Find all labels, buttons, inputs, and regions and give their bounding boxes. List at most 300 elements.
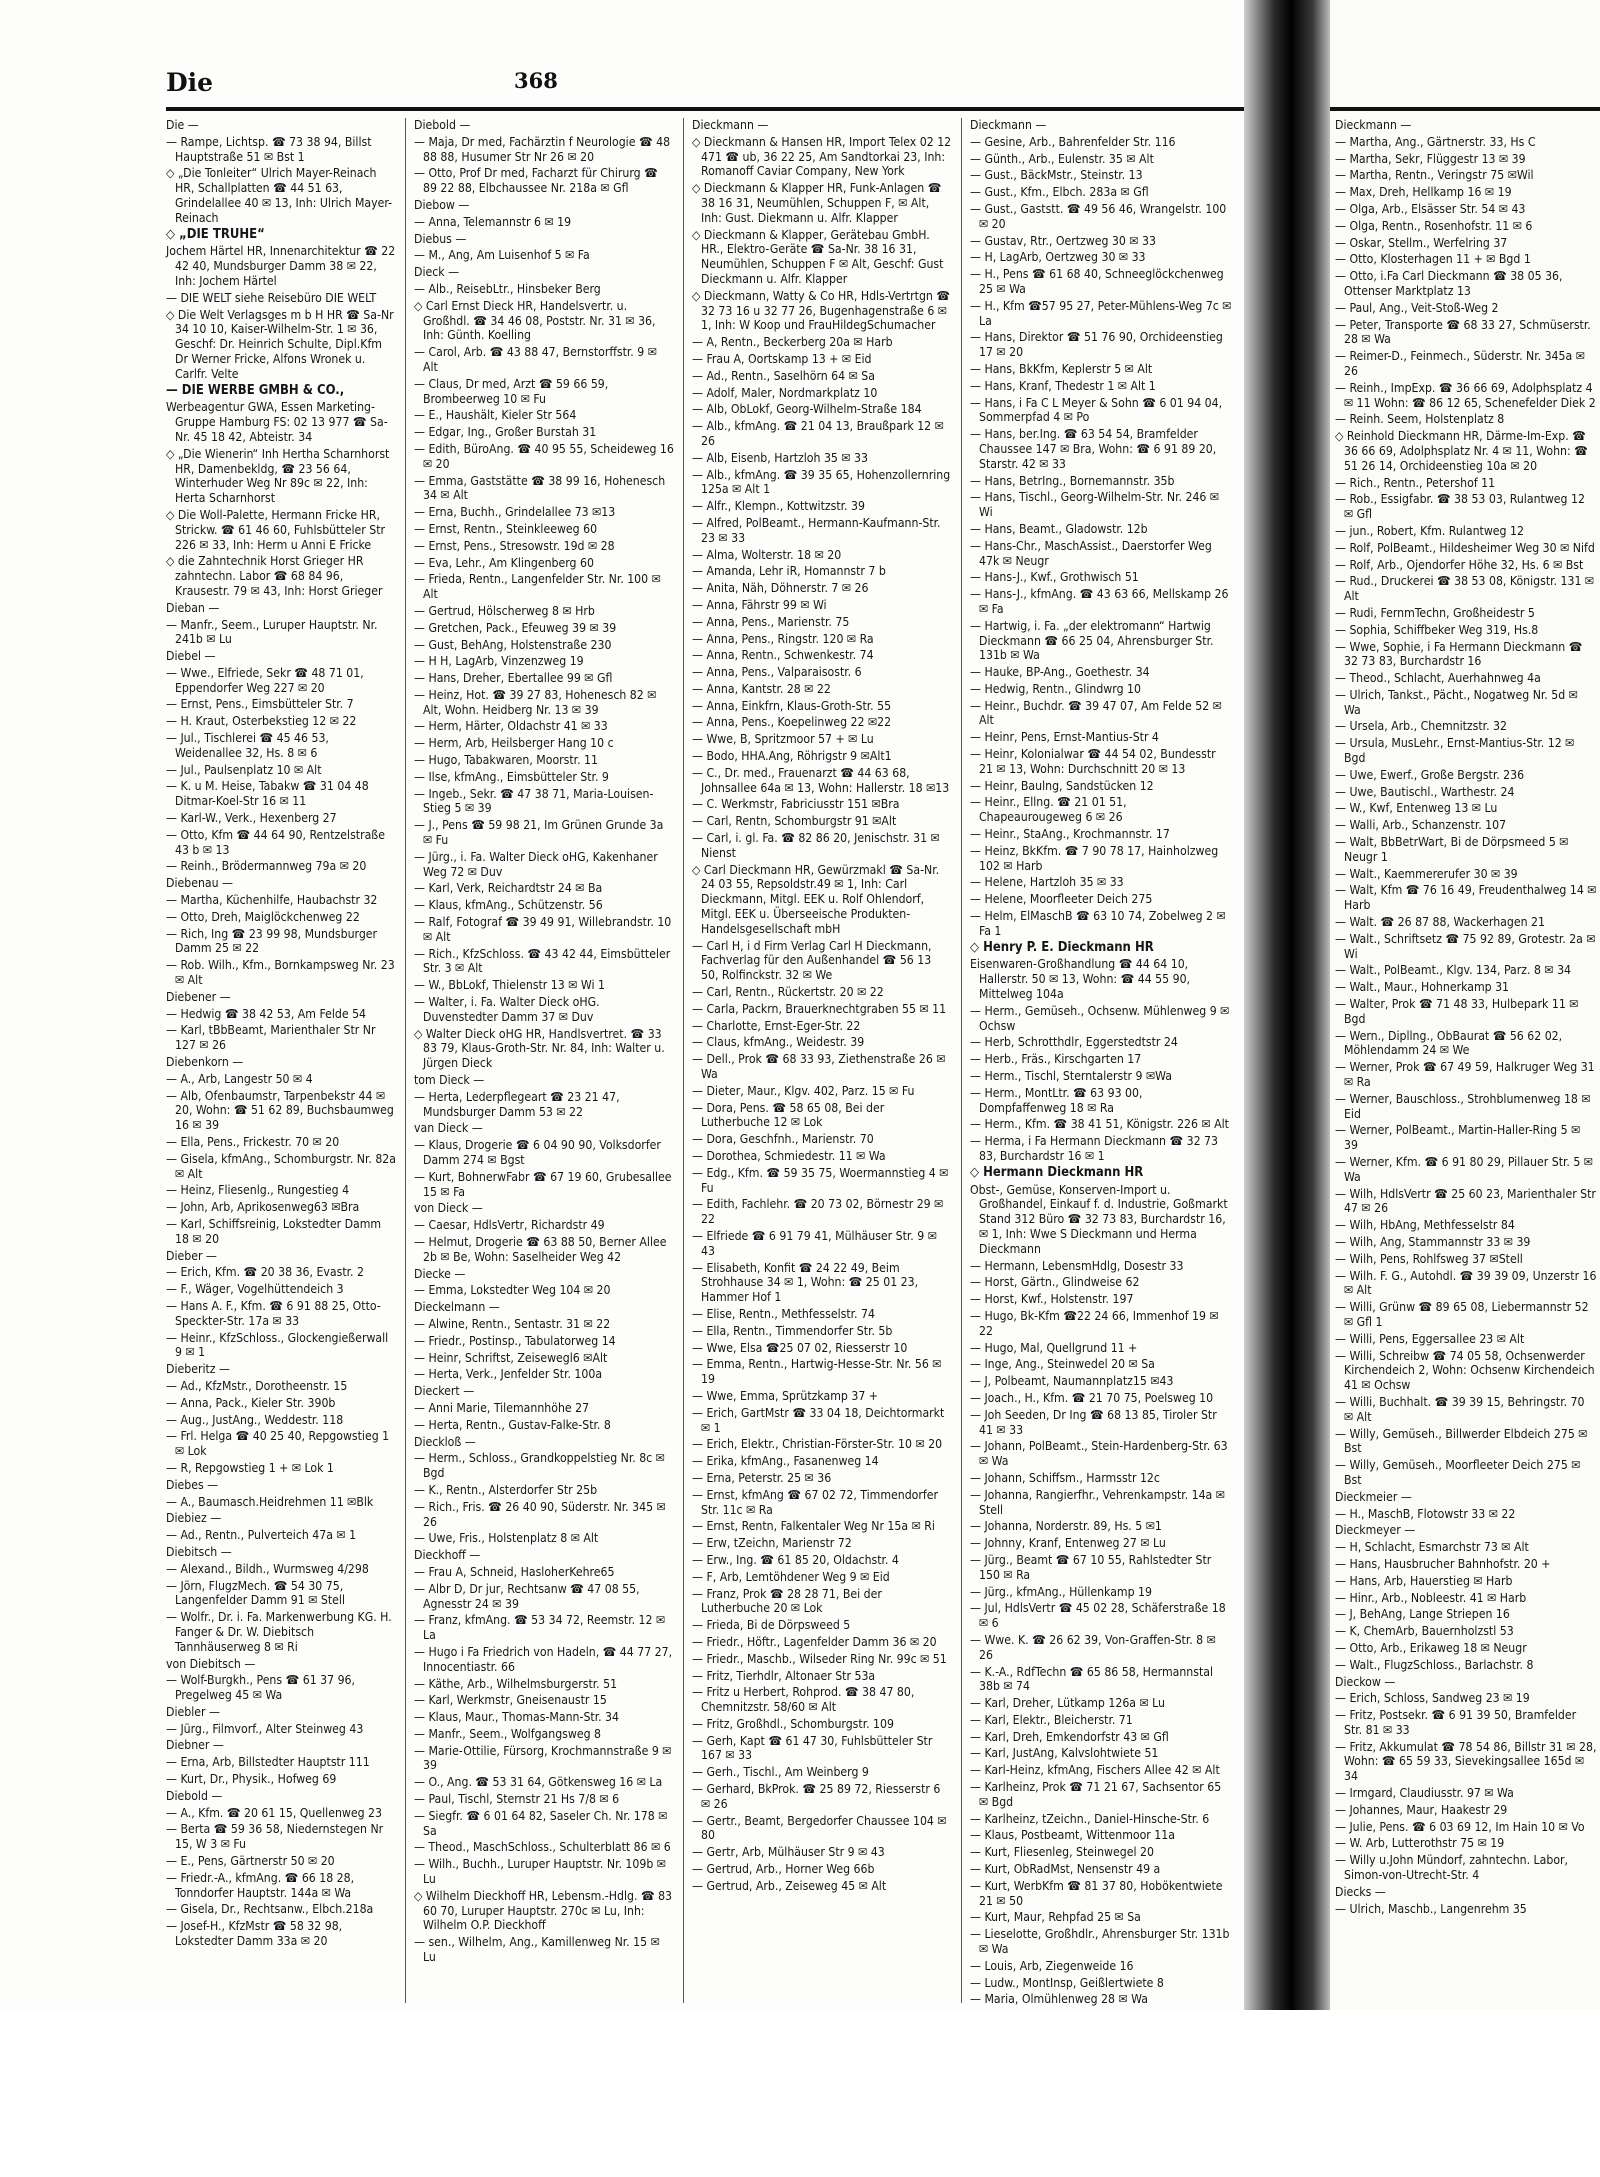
directory-entry: — Reinh. Seem, Holstenplatz 8	[1335, 412, 1505, 427]
directory-entry: — K, ChemArb, Bauernholzstl 53	[1335, 1624, 1514, 1639]
directory-entry: — Martha, Rentn., Veringstr 75 ✉Wil	[1335, 168, 1534, 183]
directory-entry: — Alb, ObLokf, Georg-Wilhelm-Straße 184	[692, 402, 922, 417]
directory-entry: — Gertr., Beamt, Bergedorfer Chaussee 104 ✉ 80	[692, 1813, 947, 1843]
directory-entry: — Dieter, Maur., Klgv. 402, Parz. 15 ✉ Fu	[692, 1083, 915, 1098]
directory-entry: — Hans, BkKfm, Keplerstr 5 ✉ Alt	[970, 361, 1153, 376]
directory-entry: — E., Haushält, Kieler Str 564	[414, 408, 577, 423]
directory-entry: — Wwe, Sophie, i Fa Hermann Dieckmann ☎ 32 73 83, Burchardstr 16	[1335, 639, 1583, 669]
directory-entry: — Jörn, FlugzMech. ☎ 54 30 75, Langenfelder Damm 91 ✉ Stell	[166, 1578, 345, 1608]
directory-entry: — Otto, Klosterhagen 11 + ✉ Bgd 1	[1335, 252, 1531, 267]
surname-heading: Diebenau —	[166, 876, 234, 891]
directory-entry: — Gertr, Arb, Mülhäuser Str 9 ✉ 43	[692, 1845, 885, 1860]
directory-entry: — Willi, Buchhalt. ☎ 39 39 15, Behringstr. 70 ✉ Alt	[1335, 1394, 1585, 1424]
directory-entry: — Ludw., MontInsp, Geißlertwiete 8	[970, 1975, 1164, 1990]
directory-entry: — Anna, Kantstr. 28 ✉ 22	[692, 681, 831, 696]
directory-entry: — Fritz, Akkumulat ☎ 78 54 86, Billstr 31 ✉ 28, Wohn: ☎ 65 59 33, Sievekingsallee 165d ✉ 34	[1335, 1739, 1597, 1784]
directory-entry: ◇ Wilhelm Dieckhoff HR, Lebensm.-Hdlg. ☎ 83 60 70, Luruper Hauptstr. 270c ✉ Lu, Inh: Wilhelm O.P. Dieckhoff	[414, 1888, 673, 1933]
directory-entry: — Friedr., Höftr., Lagenfelder Damm 36 ✉ 20	[692, 1634, 937, 1649]
surname-heading: Diebel —	[166, 649, 216, 664]
directory-entry: — Gretchen, Pack., Efeuweg 39 ✉ 39	[414, 620, 617, 635]
directory-entry: — Ad., Rentn., Pulverteich 47a ✉ 1	[166, 1528, 357, 1543]
directory-entry: — Walli, Arb., Schanzenstr. 107	[1335, 818, 1507, 833]
directory-entry: — Ernst, Pens., Eimsbütteler Str. 7	[166, 697, 354, 712]
directory-entry: — Erich, Kfm. ☎ 20 38 36, Evastr. 2	[166, 1265, 364, 1280]
directory-entry: — Reimer-D., Feinmech., Süderstr. Nr. 345a ✉ 26	[1335, 349, 1585, 378]
directory-entry: — Anna, Telemannstr 6 ✉ 19	[414, 214, 572, 229]
directory-entry: — Erika, kfmAng., Fasanenweg 14	[692, 1454, 879, 1469]
directory-entry: — DIE WELT siehe Reisebüro DIE WELT	[166, 290, 377, 305]
directory-entry: — Oskar, Stellm., Werfelring 37	[1335, 235, 1508, 250]
directory-entry: — Alb, Ofenbaumstr, Tarpenbekstr 44 ✉ 20, Wohn: ☎ 51 62 89, Buchsbaumweg 16 ✉ 39	[166, 1088, 394, 1133]
directory-entry: — Wern., Dipllng., ObBaurat ☎ 56 62 02, Möhlendamm 24 ✉ We	[1335, 1028, 1563, 1058]
directory-entry: — Albr D, Dr jur, Rechtsanw ☎ 47 08 55, Agnesstr 24 ✉ 39	[414, 1581, 640, 1611]
directory-entry: — Friedr., Postinsp., Tabulatorweg 14	[414, 1333, 616, 1348]
directory-entry: — Gesine, Arb., Bahrenfelder Str. 116	[970, 134, 1176, 149]
directory-entry: ◇ Carl Dieckmann HR, Gewürzmakl ☎ Sa-Nr. 24 03 55, Repsoldstr.49 ✉ 1, Inh: Carl Dieckmann, Mitgl. EEK u. Rolf Ohlendorf, Mitgl. EEK u. Überseeische Produkten-Handelsgesellschaft mbH	[692, 862, 940, 936]
directory-entry: — Gisela, Dr., Rechtsanw., Elbch.218a	[166, 1902, 374, 1917]
directory-entry: — Kurt, Fliesenleg, Steinwegel 20	[970, 1845, 1154, 1860]
directory-entry: — Gust., Gaststt. ☎ 49 56 46, Wrangelstr. 100 ✉ 20	[970, 201, 1227, 231]
directory-entry: ◇ die Zahntechnik Horst Grieger HR zahntechn. Labor ☎ 68 84 96, Krausestr. 79 ✉ 43, Inh: Horst Grieger	[166, 554, 383, 598]
directory-entry: — Alfr., Klempn., Kottwitzstr. 39	[692, 499, 865, 514]
column-3	[692, 118, 952, 2008]
directory-entry: — Wwe., Elfriede, Sekr ☎ 48 71 01, Eppendorfer Weg 227 ✉ 20	[166, 665, 364, 695]
directory-entry: — Alb., kfmAng. ☎ 21 04 13, Braußpark 12 ✉ 26	[692, 419, 944, 448]
directory-entry: Eisenwaren-Großhandlung ☎ 44 64 10, Hallerstr. 50 ✉ 13, Wohn: ☎ 44 55 90, Mittelweg 104a	[970, 957, 1191, 1002]
directory-entry: — Herm., Gemüseh., Ochsenw. Mühlenweg 9 ✉ Ochsw	[970, 1003, 1230, 1033]
directory-entry: — Ralf, Fotograf ☎ 39 49 91, Willebrandstr. 10 ✉ Alt	[414, 915, 672, 944]
surname-heading: Diebitsch —	[166, 1544, 232, 1559]
directory-entry: — Heinr, Kolonialwar ☎ 44 54 02, Bundesstr 21 ✉ 13, Wohn: Durchschnitt 20 ✉ 13	[970, 747, 1216, 776]
directory-entry: — Marie-Ottilie, Fürsorg, Krochmannstraße 9 ✉ 39	[414, 1743, 672, 1773]
directory-entry: — Rolf, Arb., Ojendorfer Höhe 32, Hs. 6 ✉ Bst	[1335, 557, 1584, 572]
directory-entry: ◇ Dieckmann, Watty & Co HR, Hdls-Vertrtgn ☎ 32 73 16 u 32 77 26, Bugenhagenstraße 6 ✉ 1, Inh: W Koop und FrauHildegSchumacher	[692, 288, 951, 333]
directory-entry: — Carol, Arb. ☎ 43 88 47, Bernstorffstr. 9 ✉ Alt	[414, 345, 657, 374]
directory-entry: ◇ „Die Tonleiter“ Ulrich Mayer-Reinach HR, Schallplatten ☎ 44 51 63, Grindelallee 40 ✉ 13, Inh: Ulrich Mayer-Reinach	[166, 166, 393, 225]
directory-entry: — Elise, Rentn., Methfesselstr. 74	[692, 1306, 875, 1321]
directory-entry: — Alma, Wolterstr. 18 ✉ 20	[692, 547, 842, 562]
directory-entry: — Ulrich, Maschb., Langenrehm 35	[1335, 1901, 1527, 1916]
directory-entry: — Ilse, kfmAng., Eimsbütteler Str. 9	[414, 769, 609, 784]
directory-entry: — Amanda, Lehr iR, Homannstr 7 b	[692, 564, 886, 579]
header-rule	[1330, 107, 1600, 111]
directory-entry: — Franz, Prok ☎ 28 28 71, Bei der Lutherbuche 20 ✉ Lok	[692, 1586, 882, 1616]
directory-entry: — Jürg., i. Fa. Walter Dieck oHG, Kakenhaner Weg 72 ✉ Duv	[414, 849, 658, 879]
directory-entry: — Karl-Heinz, kfmAng, Fischers Allee 42 ✉ Alt	[970, 1763, 1220, 1778]
directory-entry: — Carl H, i d Firm Verlag Carl H Dieckmann, Fachverlag für den Außenhandel ☎ 56 13 50, Rolfinckstr. 32 ✉ We	[692, 938, 932, 983]
directory-entry: ◇ Dieckmann & Hansen HR, Import Telex 02 12 471 ☎ ub, 36 22 25, Am Sandtorkai 23, Inh: Romanoff Caviar Company, New York	[692, 134, 952, 179]
directory-entry: — Karl, Verk, Reichardtstr 24 ✉ Ba	[414, 881, 603, 896]
directory-entry: — Herm., Kfm. ☎ 38 41 51, Königstr. 226 ✉ Alt	[970, 1117, 1229, 1132]
directory-entry: — Claus, kfmAng., Weidestr. 39	[692, 1035, 865, 1050]
directory-entry: — Fritz, Postsekr. ☎ 6 91 39 50, Bramfelder Str. 81 ✉ 33	[1335, 1708, 1577, 1737]
directory-entry: — Johannes, Maur, Haakestr 29	[1335, 1802, 1508, 1817]
directory-entry: — Willi, Grünw ☎ 89 65 08, Liebermannstr 52 ✉ Gfl 1	[1335, 1300, 1589, 1329]
directory-entry: — Reinh., ImpExp. ☎ 36 66 69, Adolphsplatz 4 ✉ 11 Wohn: ☎ 86 12 65, Schenefelder Diek 2	[1335, 380, 1596, 410]
directory-entry: — Kurt, Maur, Rehpfad 25 ✉ Sa	[970, 1910, 1141, 1925]
directory-entry: — Rob., Essigfabr. ☎ 38 53 03, Rulantweg 12 ✉ Gfl	[1335, 492, 1585, 522]
directory-entry: — DIE WERBE GMBH & CO.,	[166, 382, 345, 398]
directory-entry: — H, Schlacht, Esmarchstr 73 ✉ Alt	[1335, 1540, 1529, 1555]
directory-entry: — Hans, Hausbrucher Bahnhofstr. 20 +	[1335, 1556, 1551, 1571]
directory-entry: — Alb., ReisebLtr., Hinsbeker Berg	[414, 281, 601, 296]
directory-entry: — Claus, Dr med, Arzt ☎ 59 66 59, Brombeerweg 10 ✉ Fu	[414, 376, 609, 406]
directory-entry: — Jul, HdlsVertr ☎ 45 02 28, Schäferstraße 18 ✉ 6	[970, 1601, 1226, 1631]
directory-entry: — Friedr.-A., kfmAng. ☎ 66 18 28, Tonndorfer Hauptstr. 144a ✉ Wa	[166, 1870, 355, 1900]
page-header-title: Die	[166, 68, 214, 97]
directory-entry: ◇ Die Welt Verlagsges m b H HR ☎ Sa-Nr 34 10 10, Kaiser-Wilhelm-Str. 1 ✉ 36, Geschf: Dr. Heinrich Schulte, Dipl.Kfm Dr Werner Fricke, Alfons Wronek u. Carlfr. Velte	[166, 307, 394, 381]
directory-entry: ◇ Walter Dieck oHG HR, Handlsvertret. ☎ 33 83 79, Klaus-Groth-Str. Nr. 84, Inh: Walter u. Jürgen Dieck	[414, 1026, 665, 1071]
directory-entry: — Wwe, Elsa ☎25 07 02, Riesserstr 10	[692, 1340, 908, 1355]
surname-heading: Die —	[166, 118, 199, 132]
surname-heading: Diebner —	[166, 1738, 224, 1753]
directory-entry: — Dorothea, Schmiedestr. 11 ✉ Wa	[692, 1149, 886, 1163]
directory-entry: — Karlheinz, tZeichn., Daniel-Hinsche-Str. 6	[970, 1811, 1210, 1826]
directory-entry: — Maria, Olmühlenweg 28 ✉ Wa	[970, 1992, 1148, 2007]
directory-entry: — Erich, Schloss, Sandweg 23 ✉ 19	[1335, 1691, 1530, 1706]
directory-entry: — Walt, BbBetrWart, Bi de Dörpsmeed 5 ✉ Neugr 1	[1335, 835, 1569, 864]
directory-entry: — Paul, Ang., Veit-Stoß-Weg 2	[1335, 300, 1499, 315]
directory-entry: — Werner, Bauschloss., Strohblumenweg 18 ✉ Eid	[1335, 1091, 1591, 1121]
directory-entry: — Otto, Kfm ☎ 44 64 90, Rentzelstraße 43 b ✉ 13	[166, 827, 385, 857]
directory-entry: — Anna, Rentn., Schwenkestr. 74	[692, 648, 874, 663]
directory-entry: — H., Kfm ☎57 95 27, Peter-Mühlens-Weg 7c ✉ La	[970, 298, 1232, 328]
directory-entry: — Gerhard, BkProk. ☎ 25 89 72, Riesserstr 6 ✉ 26	[692, 1782, 941, 1811]
directory-entry: — R, Repgowstieg 1 + ✉ Lok 1	[166, 1460, 334, 1475]
surname-heading: van Dieck —	[414, 1121, 483, 1136]
directory-entry: — Karl-W., Verk., Hexenberg 27	[166, 811, 337, 826]
directory-entry: — Erw., Ing. ☎ 61 85 20, Oldachstr. 4	[692, 1552, 899, 1567]
directory-entry: — Paul, Tischl, Sternstr 21 Hs 7/8 ✉ 6	[414, 1792, 620, 1807]
directory-entry: — Walt., PolBeamt., Klgv. 134, Parz. 8 ✉ 34	[1335, 963, 1572, 978]
page-number: 368	[514, 68, 558, 93]
directory-entry: — Horst, Gärtn., Glindweise 62	[970, 1275, 1140, 1290]
directory-entry: — Heinz, Fliesenlg., Rungestieg 4	[166, 1183, 350, 1198]
directory-entry: — Hans, i Fa C L Meyer & Sohn ☎ 6 01 94 04, Sommerpfad 4 ✉ Po	[970, 395, 1223, 425]
directory-entry: — Julie, Pens. ☎ 6 03 69 12, Im Hain 10 ✉ Vo	[1335, 1819, 1585, 1834]
directory-entry: — Walt., Maur., Hohnerkamp 31	[1335, 980, 1510, 995]
directory-entry: — Werner, Prok ☎ 67 49 59, Halkruger Weg 31 ✉ Ra	[1335, 1060, 1595, 1090]
directory-entry: — Jul., Paulsenplatz 10 ✉ Alt	[166, 762, 322, 777]
surname-heading: Dieck —	[414, 265, 460, 280]
directory-entry: — A, Rentn., Beckerberg 20a ✉ Harb	[692, 335, 893, 350]
directory-entry: — Herta, Lederpflegeart ☎ 23 21 47, Mundsburger Damm 53 ✉ 22	[414, 1089, 620, 1119]
directory-entry: — W., Kwf, Entenweg 13 ✉ Lu	[1335, 801, 1498, 816]
directory-entry: — Gertrud, Arb., Zeiseweg 45 ✉ Alt	[692, 1878, 887, 1893]
directory-entry: — Fritz, Tierhdlr, Altonaer Str 53a	[692, 1668, 876, 1683]
directory-entry: — Aug., JustAng., Weddestr. 118	[166, 1412, 344, 1427]
directory-entry: — Anna, Pens., Koepelinweg 22 ✉22	[692, 715, 892, 730]
directory-entry: — sen., Wilhelm, Ang., Kamillenweg Nr. 15 ✉ Lu	[414, 1935, 660, 1965]
directory-entry: — Wilh, Pens, Rohlfsweg 37 ✉Stell	[1335, 1251, 1523, 1266]
directory-entry: — Ernst, Rentn, Falkentaler Weg Nr 15a ✉ Ri	[692, 1519, 935, 1534]
directory-entry: — Max, Dreh, Hellkamp 16 ✉ 19	[1335, 185, 1512, 200]
directory-entry: — John, Arb, Aprikosenweg63 ✉Bra	[166, 1200, 360, 1215]
directory-entry: — Hermann, LebensmHdlg, Dosestr 33	[970, 1258, 1184, 1273]
directory-entry: — J, Polbeamt, Naumannplatz15 ✉43	[970, 1374, 1174, 1389]
directory-entry: ◇ Die Woll-Palette, Hermann Fricke HR, Strickw. ☎ 61 46 60, Fuhlsbütteler Str 226 ✉ 33, Inh: Herm u Anni E Fricke	[166, 507, 386, 552]
directory-entry: — Hans, Tischl., Georg-Wilhelm-Str. Nr. 246 ✉ Wi	[970, 490, 1220, 520]
directory-entry: — Gerh., Tischl., Am Weinberg 9	[692, 1765, 869, 1780]
directory-entry: — Frau A, Oortskamp 13 + ✉ Eid	[692, 351, 872, 366]
directory-entry: — Frau A, Schneid, HasloherKehre65	[414, 1564, 615, 1579]
directory-entry: — Anna, Pens., Ringstr. 120 ✉ Ra	[692, 631, 874, 646]
directory-entry: — A., Kfm. ☎ 20 61 15, Quellenweg 23	[166, 1805, 383, 1820]
surname-heading: Dieckmeier —	[1335, 1489, 1412, 1504]
directory-entry: — Kurt, Dr., Physik., Hofweg 69	[166, 1772, 337, 1787]
directory-entry: — Käthe, Arb., Wilhelmsburgerstr. 51	[414, 1676, 618, 1691]
directory-entry: ◇ Henry P. E. Dieckmann HR	[970, 939, 1154, 955]
directory-entry: — Ad., KfzMstr., Dorotheenstr. 15	[166, 1378, 348, 1393]
directory-entry: — Siegfr. ☎ 6 01 64 82, Saseler Ch. Nr. 178 ✉ Sa	[414, 1808, 668, 1838]
directory-entry: — Gerh, Kapt ☎ 61 47 30, Fuhlsbütteler Str 167 ✉ 33	[692, 1733, 933, 1763]
directory-entry: — Ulrich, Tankst., Pächt., Nogatweg Nr. 5d ✉ Wa	[1335, 687, 1578, 717]
directory-entry: — Heinz, BkKfm. ☎ 7 90 78 17, Hainholzweg 102 ✉ Harb	[970, 843, 1219, 873]
directory-entry: — Erich, GartMstr ☎ 33 04 18, Deichtormarkt ✉ 1	[692, 1405, 945, 1435]
directory-entry: — Lieselotte, Großhdlr., Ahrensburger Str. 131b ✉ Wa	[970, 1927, 1230, 1957]
directory-entry: — Karlheinz, Prok ☎ 71 21 67, Sachsentor 65 ✉ Bgd	[970, 1780, 1222, 1809]
directory-entry: — Emma, Rentn., Hartwig-Hesse-Str. Nr. 56 ✉ 19	[692, 1357, 942, 1387]
directory-entry: — Willy, Gemüseh., Moorfleeter Deich 275 ✉ Bst	[1335, 1458, 1581, 1487]
directory-entry: — Herm, Arb, Heilsberger Hang 10 c	[414, 736, 614, 751]
directory-entry: — Rich, Ing ☎ 23 99 98, Mundsburger Damm 25 ✉ 22	[166, 926, 378, 956]
directory-entry: — Josef-H., KfzMstr ☎ 58 32 98, Lokstedter Damm 33a ✉ 20	[166, 1919, 343, 1949]
book-gutter-shadow	[1244, 0, 1330, 2010]
directory-entry: — Peter, Transporte ☎ 68 33 27, Schmüserstr. 28 ✉ Wa	[1335, 317, 1591, 347]
directory-entry: — Günth., Arb., Eulenstr. 35 ✉ Alt	[970, 151, 1154, 166]
directory-entry: — Horst, Kwf., Holstenstr. 197	[970, 1292, 1134, 1307]
surname-heading: tom Dieck —	[414, 1073, 485, 1088]
directory-entry: — Heinr., Buchdr. ☎ 39 47 07, Am Felde 52 ✉ Alt	[970, 698, 1222, 728]
directory-entry: — Kurt, BohnerwFabr ☎ 67 19 60, Grubesallee 15 ✉ Fa	[414, 1169, 672, 1199]
directory-entry: — Charlotte, Ernst-Eger-Str. 22	[692, 1018, 861, 1033]
directory-entry: — Karl, JustAng, Kalvslohtwiete 51	[970, 1746, 1159, 1761]
directory-entry: — J, BehAng, Lange Striepen 16	[1335, 1607, 1510, 1622]
directory-entry: — Dell., Prok ☎ 68 33 93, Ziethenstraße 26 ✉ Wa	[692, 1052, 946, 1082]
surname-heading: Dieckmann —	[692, 118, 769, 132]
surname-heading: Dieckloß —	[414, 1434, 476, 1449]
surname-heading: Diecks —	[1335, 1884, 1386, 1899]
directory-entry: — Wwe. K. ☎ 26 62 39, Von-Graffen-Str. 8 ✉ 26	[970, 1632, 1216, 1662]
directory-entry: — Johnny, Kranf, Entenweg 27 ✉ Lu	[970, 1536, 1166, 1551]
directory-entry: — Ursula, MusLehr., Ernst-Mantius-Str. 12 ✉ Bgd	[1335, 736, 1575, 766]
directory-entry: — Walt., Schriftsetz ☎ 75 92 89, Grotestr. 2a ✉ Wi	[1335, 931, 1596, 961]
surname-heading: Diebener —	[166, 989, 231, 1004]
header-rule	[166, 107, 1244, 111]
directory-entry: — Herb., Fräs., Kirschgarten 17	[970, 1052, 1142, 1067]
directory-entry: ◇ „Die Wienerin“ Inh Hertha Scharnhorst HR, Damenbekldg, ☎ 23 56 64, Winterhuder Weg Nr 89c ✉ 22, Inh: Herta Scharnhorst	[166, 446, 390, 506]
directory-entry: — Caesar, HdlsVertr, Richardstr 49	[414, 1218, 605, 1233]
surname-heading: Diebow —	[414, 197, 470, 212]
directory-entry: — Wwe, Emma, Sprützkamp 37 +	[692, 1388, 878, 1403]
directory-entry: — Uwe, Bautischl., Warthestr. 24	[1335, 784, 1515, 799]
directory-entry: — Edith, BüroAng. ☎ 40 95 55, Scheideweg 16 ✉ 20	[414, 441, 674, 471]
directory-entry: — Herm., MontLtr. ☎ 63 93 00, Dompfaffenweg 18 ✉ Ra	[970, 1085, 1143, 1115]
directory-entry: — Manfr., Seem., Luruper Hauptstr. Nr. 241b ✉ Lu	[166, 617, 378, 647]
directory-entry: — Elisabeth, Konfit ☎ 24 22 49, Beim Strohhause 34 ✉ 1, Wohn: ☎ 25 01 23, Hammer Hof 1	[692, 1260, 919, 1305]
directory-entry: — Wilh, HbAng, Methfesselstr 84	[1335, 1218, 1515, 1233]
directory-entry: — Jürg., kfmAng., Hüllenkamp 19	[970, 1584, 1152, 1599]
directory-entry: — Carl, Rentn, Schomburgstr 91 ✉Alt	[692, 814, 897, 829]
directory-entry: — Gust., BäckMstr., Steinstr. 13	[970, 168, 1143, 183]
directory-entry: — Karl, Schiffsreinig, Lokstedter Damm 18 ✉ 20	[166, 1216, 382, 1246]
directory-entry: — Adolf, Maler, Nordmarkplatz 10	[692, 385, 878, 400]
surname-heading: von Dieck —	[414, 1201, 483, 1216]
surname-heading: Dieckow —	[1335, 1674, 1396, 1689]
directory-entry: — Dora, Pens. ☎ 58 65 08, Bei der Lutherbuche 12 ✉ Lok	[692, 1100, 885, 1130]
directory-entry: — Frl. Helga ☎ 40 25 40, Repgowstieg 1 ✉ Lok	[166, 1429, 390, 1459]
directory-entry: — Walt, Kfm ☎ 76 16 49, Freudenthalweg 14 ✉ Harb	[1335, 883, 1597, 913]
directory-entry: — Anita, Näh, Döhnerstr. 7 ✉ 26	[692, 581, 869, 596]
directory-entry: — Rolf, PolBeamt., Hildesheimer Weg 30 ✉ Nifd	[1335, 540, 1595, 555]
directory-entry: — F., Wäger, Vogelhüttendeich 3	[166, 1282, 344, 1297]
directory-entry: — Wilh, Ang, Stammannstr 33 ✉ 39	[1335, 1234, 1531, 1249]
directory-entry: — Walt., Kaemmererufer 30 ✉ 39	[1335, 866, 1518, 881]
directory-entry: — Herb, Schrotthdlr, Eggerstedtstr 24	[970, 1035, 1178, 1050]
directory-entry: — Otto, Dreh, Maiglöckchenweg 22	[166, 909, 360, 924]
directory-entry: — Gertrud, Hölscherweg 8 ✉ Hrb	[414, 603, 595, 618]
directory-entry: — Friedr., Maschb., Wilseder Ring Nr. 99c ✉ 51	[692, 1651, 947, 1666]
directory-entry: — A., Arb, Langestr 50 ✉ 4	[166, 1071, 313, 1086]
directory-entry: — Helmut, Drogerie ☎ 63 88 50, Berner Allee 2b ✉ Be, Wohn: Saselheider Weg 42	[414, 1234, 667, 1264]
directory-entry: — Kurt, ObRadMst, Nensenstr 49 a	[970, 1862, 1161, 1877]
surname-heading: Dieckelmann —	[414, 1300, 500, 1315]
directory-entry: — Joach., H., Kfm. ☎ 21 70 75, Poelsweg 10	[970, 1390, 1214, 1405]
directory-entry: — Otto, Arb., Erikaweg 18 ✉ Neugr	[1335, 1640, 1527, 1655]
directory-entry: ◇ Dieckmann & Klapper, Gerätebau GmbH. HR., Elektro-Geräte ☎ Sa-Nr. 38 16 31, Neumühlen, Schuppen F ✉ Alt, Geschf: Gust Dieckmann u. Alfr. Klapper	[692, 227, 944, 286]
directory-entry: — Kurt, WerbKfm ☎ 81 37 80, Hobökentwiete 21 ✉ 50	[970, 1878, 1223, 1908]
directory-entry: — Hans A. F., Kfm. ☎ 6 91 88 25, Otto-Speckter-Str. 17a ✉ 33	[166, 1298, 381, 1328]
directory-entry: — Heinr, Baulng, Sandstücken 12	[970, 778, 1154, 793]
surname-heading: Diebenkorn —	[166, 1055, 244, 1070]
directory-entry: — Wolfr., Dr. i. Fa. Markenwerbung KG. H. Fanger & Dr. W. Diebitsch Tannhäuserweg 8 ✉ Ri	[166, 1610, 392, 1654]
column-1	[166, 118, 396, 2008]
directory-entry: — Karl, Elektr., Bleicherstr. 71	[970, 1712, 1133, 1727]
directory-entry: — Ella, Rentn., Timmendorfer Str. 5b	[692, 1323, 893, 1338]
directory-entry: ◇ Reinhold Dieckmann HR, Därme-Im-Exp. ☎ 36 66 69, Adolphsplatz Nr. 4 ✉ 11, Wohn: ☎ 51 26 14, Orchideenstieg 10a ✉ 20	[1335, 429, 1588, 473]
directory-entry: — W. Arb, Lutterothstr 75 ✉ 19	[1335, 1836, 1505, 1851]
directory-entry: — Rampe, Lichtsp. ☎ 73 38 94, Billst Hauptstraße 51 ✉ Bst 1	[166, 134, 372, 164]
directory-entry: ◇ „DIE TRUHE“	[166, 226, 265, 242]
directory-entry: — Hartwig, i. Fa. „der elektromann“ Hartwig Dieckmann ☎ 66 25 04, Ahrensburger Str. 131b ✉ Wa	[970, 618, 1214, 663]
directory-entry: — Rich., Fris. ☎ 26 40 90, Süderstr. Nr. 345 ✉ 26	[414, 1499, 666, 1529]
surname-heading: Dieckhoff —	[414, 1548, 481, 1563]
directory-entry: — M., Ang, Am Luisenhof 5 ✉ Fa	[414, 248, 590, 263]
directory-entry: — Frieda, Rentn., Langenfelder Str. Nr. 100 ✉ Alt	[414, 572, 661, 602]
directory-entry: — Helene, Hartzloh 35 ✉ 33	[970, 875, 1124, 890]
directory-entry: — Heinr., StaAng., Krochmannstr. 17	[970, 827, 1170, 842]
directory-entry: — Hauke, BP-Ang., Goethestr. 34	[970, 665, 1150, 680]
directory-entry: — Gust., Kfm., Elbch. 283a ✉ Gfl	[970, 185, 1149, 200]
directory-entry: — Hans, Dreher, Ebertallee 99 ✉ Gfl	[414, 671, 613, 686]
directory-entry: — Alexand., Bildh., Wurmsweg 4/298	[166, 1561, 369, 1576]
surname-heading: Dieckmeyer —	[1335, 1523, 1416, 1538]
directory-entry: — Frieda, Bi de Dörpsweed 5	[692, 1618, 851, 1633]
directory-entry: — Hans, Kranf, Thedestr 1 ✉ Alt 1	[970, 378, 1156, 393]
directory-entry: — Louis, Arb, Ziegenweide 16	[970, 1958, 1134, 1973]
directory-entry: — Fritz u Herbert, Rohprod. ☎ 38 47 80, Chemnitzstr. 58/60 ✉ Alt	[692, 1685, 915, 1715]
directory-entry: — Gustav, Rtr., Oertzweg 30 ✉ 33	[970, 233, 1156, 248]
directory-entry: ◇ Dieckmann & Klapper HR, Funk-Anlagen ☎ 38 16 31, Neumühlen, Schuppen F, ✉ Alt, Inh: Gust. Diekmann u. Alfr. Klapper	[692, 181, 942, 225]
directory-entry: — Karl, Dreh, Emkendorfstr 43 ✉ Gfl	[970, 1729, 1169, 1744]
directory-entry: — Hans, ber.Ing. ☎ 63 54 54, Bramfelder Chaussee 147 ✉ Bra, Wohn: ☎ 6 91 89 20, Starstr. 42 ✉ 33	[970, 427, 1217, 471]
directory-entry: — Erna, Buchh., Grindelallee 73 ✉13	[414, 505, 616, 520]
directory-entry: — Alb, Eisenb, Hartzloh 35 ✉ 33	[692, 450, 868, 465]
directory-entry: — Uwe, Ewerf., Große Bergstr. 236	[1335, 767, 1525, 782]
directory-entry: — Alwine, Rentn., Sentastr. 31 ✉ 22	[414, 1316, 611, 1331]
directory-entry: — Otto, i.Fa Carl Dieckmann ☎ 38 05 36, Ottenser Marktplatz 13	[1335, 269, 1563, 298]
directory-entry: — Heinr, Schriftst, Zeisewegl6 ✉Alt	[414, 1350, 608, 1365]
directory-entry: — Willy u.John Mündorf, zahntechn. Labor, Simon-von-Utrecht-Str. 4	[1335, 1853, 1569, 1883]
directory-entry: — Willi, Pens, Eggersallee 23 ✉ Alt	[1335, 1331, 1525, 1346]
directory-entry: — H., Pens ☎ 61 68 40, Schneeglöckchenweg 25 ✉ Wa	[970, 267, 1224, 296]
surname-heading: Dieber —	[166, 1248, 217, 1263]
surname-heading: von Diebitsch —	[166, 1656, 256, 1671]
column-divider	[961, 118, 962, 2003]
directory-entry: — Gertrud, Arb., Horner Weg 66b	[692, 1862, 875, 1877]
directory-entry: — Edg., Kfm. ☎ 59 35 75, Woermannstieg 4 ✉ Fu	[692, 1165, 949, 1195]
directory-entry: — Ernst, kfmAng ☎ 67 02 72, Timmendorfer Str. 11c ✉ Ra	[692, 1487, 938, 1517]
directory-entry: — Martha, Ang., Gärtnerstr. 33, Hs C	[1335, 134, 1536, 149]
directory-entry: — Karl, tBbBeamt, Marienthaler Str Nr 127 ✉ 26	[166, 1023, 376, 1053]
directory-entry: — Willy, Gemüseh., Billwerder Elbdeich 275 ✉ Bst	[1335, 1426, 1588, 1456]
directory-entry: — Jürg., Filmvorf., Alter Steinweg 43	[166, 1721, 364, 1736]
directory-entry: — Klaus, Drogerie ☎ 6 04 90 90, Volksdorfer Damm 274 ✉ Bgst	[414, 1138, 661, 1167]
directory-entry: — Eva, Lehr., Am Klingenberg 60	[414, 555, 594, 570]
directory-entry: — Rich., KfzSchloss. ☎ 43 42 44, Eimsbütteler Str. 3 ✉ Alt	[414, 946, 671, 976]
directory-entry: — Wilh, HdlsVertr ☎ 25 60 23, Marienthaler Str 47 ✉ 26	[1335, 1186, 1596, 1216]
directory-entry: — Rich., Rentn., Petershof 11	[1335, 475, 1496, 490]
directory-entry: — Inge, Ang., Steinwedel 20 ✉ Sa	[970, 1357, 1155, 1372]
directory-entry: — Elfriede ☎ 6 91 79 41, Mülhäuser Str. 9 ✉ 43	[692, 1228, 937, 1258]
directory-entry: — Maja, Dr med, Fachärztin f Neurologie ☎ 48 88 88, Husumer Str Nr 26 ✉ 20	[414, 134, 671, 164]
directory-entry: — Klaus, kfmAng., Schützenstr. 56	[414, 898, 603, 913]
directory-entry: — Ad., Rentn., Saselhörn 64 ✉ Sa	[692, 368, 875, 383]
directory-entry: — Herta, Rentn., Gustav-Falke-Str. 8	[414, 1417, 611, 1432]
scan-margin	[0, 2010, 1600, 2177]
directory-entry: — Anni Marie, Tilemannhöhe 27	[414, 1400, 590, 1415]
directory-entry: — K., Rentn., Alsterdorfer Str 25b	[414, 1482, 598, 1497]
directory-entry: — Hugo, Bk-Kfm ☎22 24 66, Immenhof 19 ✉ 22	[970, 1308, 1219, 1338]
directory-entry: — Ingeb., Sekr. ☎ 47 38 71, Maria-Louisen-Stieg 5 ✉ 39	[414, 786, 654, 816]
directory-entry: — K.-A., RdfTechn ☎ 65 86 58, Hermannstal 38b ✉ 74	[970, 1664, 1214, 1694]
directory-entry: — Gust, BehAng, Holstenstraße 230	[414, 637, 612, 652]
surname-heading: Dieban —	[166, 600, 220, 615]
surname-heading: Diecke —	[414, 1266, 466, 1281]
directory-entry: — Hans-Chr., MaschAssist., Daerstorfer Weg 47k ✉ Neugr	[970, 538, 1212, 568]
directory-entry: — Hedwig ☎ 38 42 53, Am Felde 54	[166, 1006, 367, 1021]
directory-entry: — Erna, Arb, Billstedter Hauptstr 111	[166, 1755, 370, 1770]
directory-entry: — Hugo, Tabakwaren, Moorstr. 11	[414, 753, 598, 768]
directory-entry: — Herma, i Fa Hermann Dieckmann ☎ 32 73 83, Burchardstr 16 ✉ 1	[970, 1134, 1219, 1163]
directory-entry: — Martha, Küchenhilfe, Haubachstr 32	[166, 893, 378, 908]
right-page	[1330, 0, 1600, 2010]
directory-entry: — Jürg., Beamt ☎ 67 10 55, Rahlstedter Str 150 ✉ Ra	[970, 1552, 1212, 1582]
directory-entry: — Hans, BetrIng., Bornemannstr. 35b	[970, 473, 1175, 488]
directory-entry: — Karl, Werkmstr, Gneisenaustr 15	[414, 1693, 607, 1708]
column-4	[970, 118, 1232, 2008]
directory-entry: — Heinr, Pens, Ernst-Mantius-Str 4	[970, 730, 1159, 745]
directory-entry: — H. Kraut, Osterbekstieg 12 ✉ 22	[166, 714, 357, 729]
directory-entry: — Uwe, Fris., Holstenplatz 8 ✉ Alt	[414, 1531, 599, 1546]
directory-entry: — Ernst, Rentn., Steinkleeweg 60	[414, 521, 598, 536]
surname-heading: Dieckmann —	[970, 118, 1047, 132]
directory-entry: — Alb., kfmAng. ☎ 39 35 65, Hohenzollernring 125a ✉ Alt 1	[692, 467, 951, 497]
directory-entry: — Walt., FlugzSchloss., Barlachstr. 8	[1335, 1657, 1534, 1672]
directory-entry: — Carla, Packrn, Brauerknechtgraben 55 ✉ 11	[692, 1001, 947, 1016]
directory-entry: — Rudi, FernmTechn, Großheidestr 5	[1335, 605, 1535, 620]
column-5	[1335, 118, 1597, 2008]
